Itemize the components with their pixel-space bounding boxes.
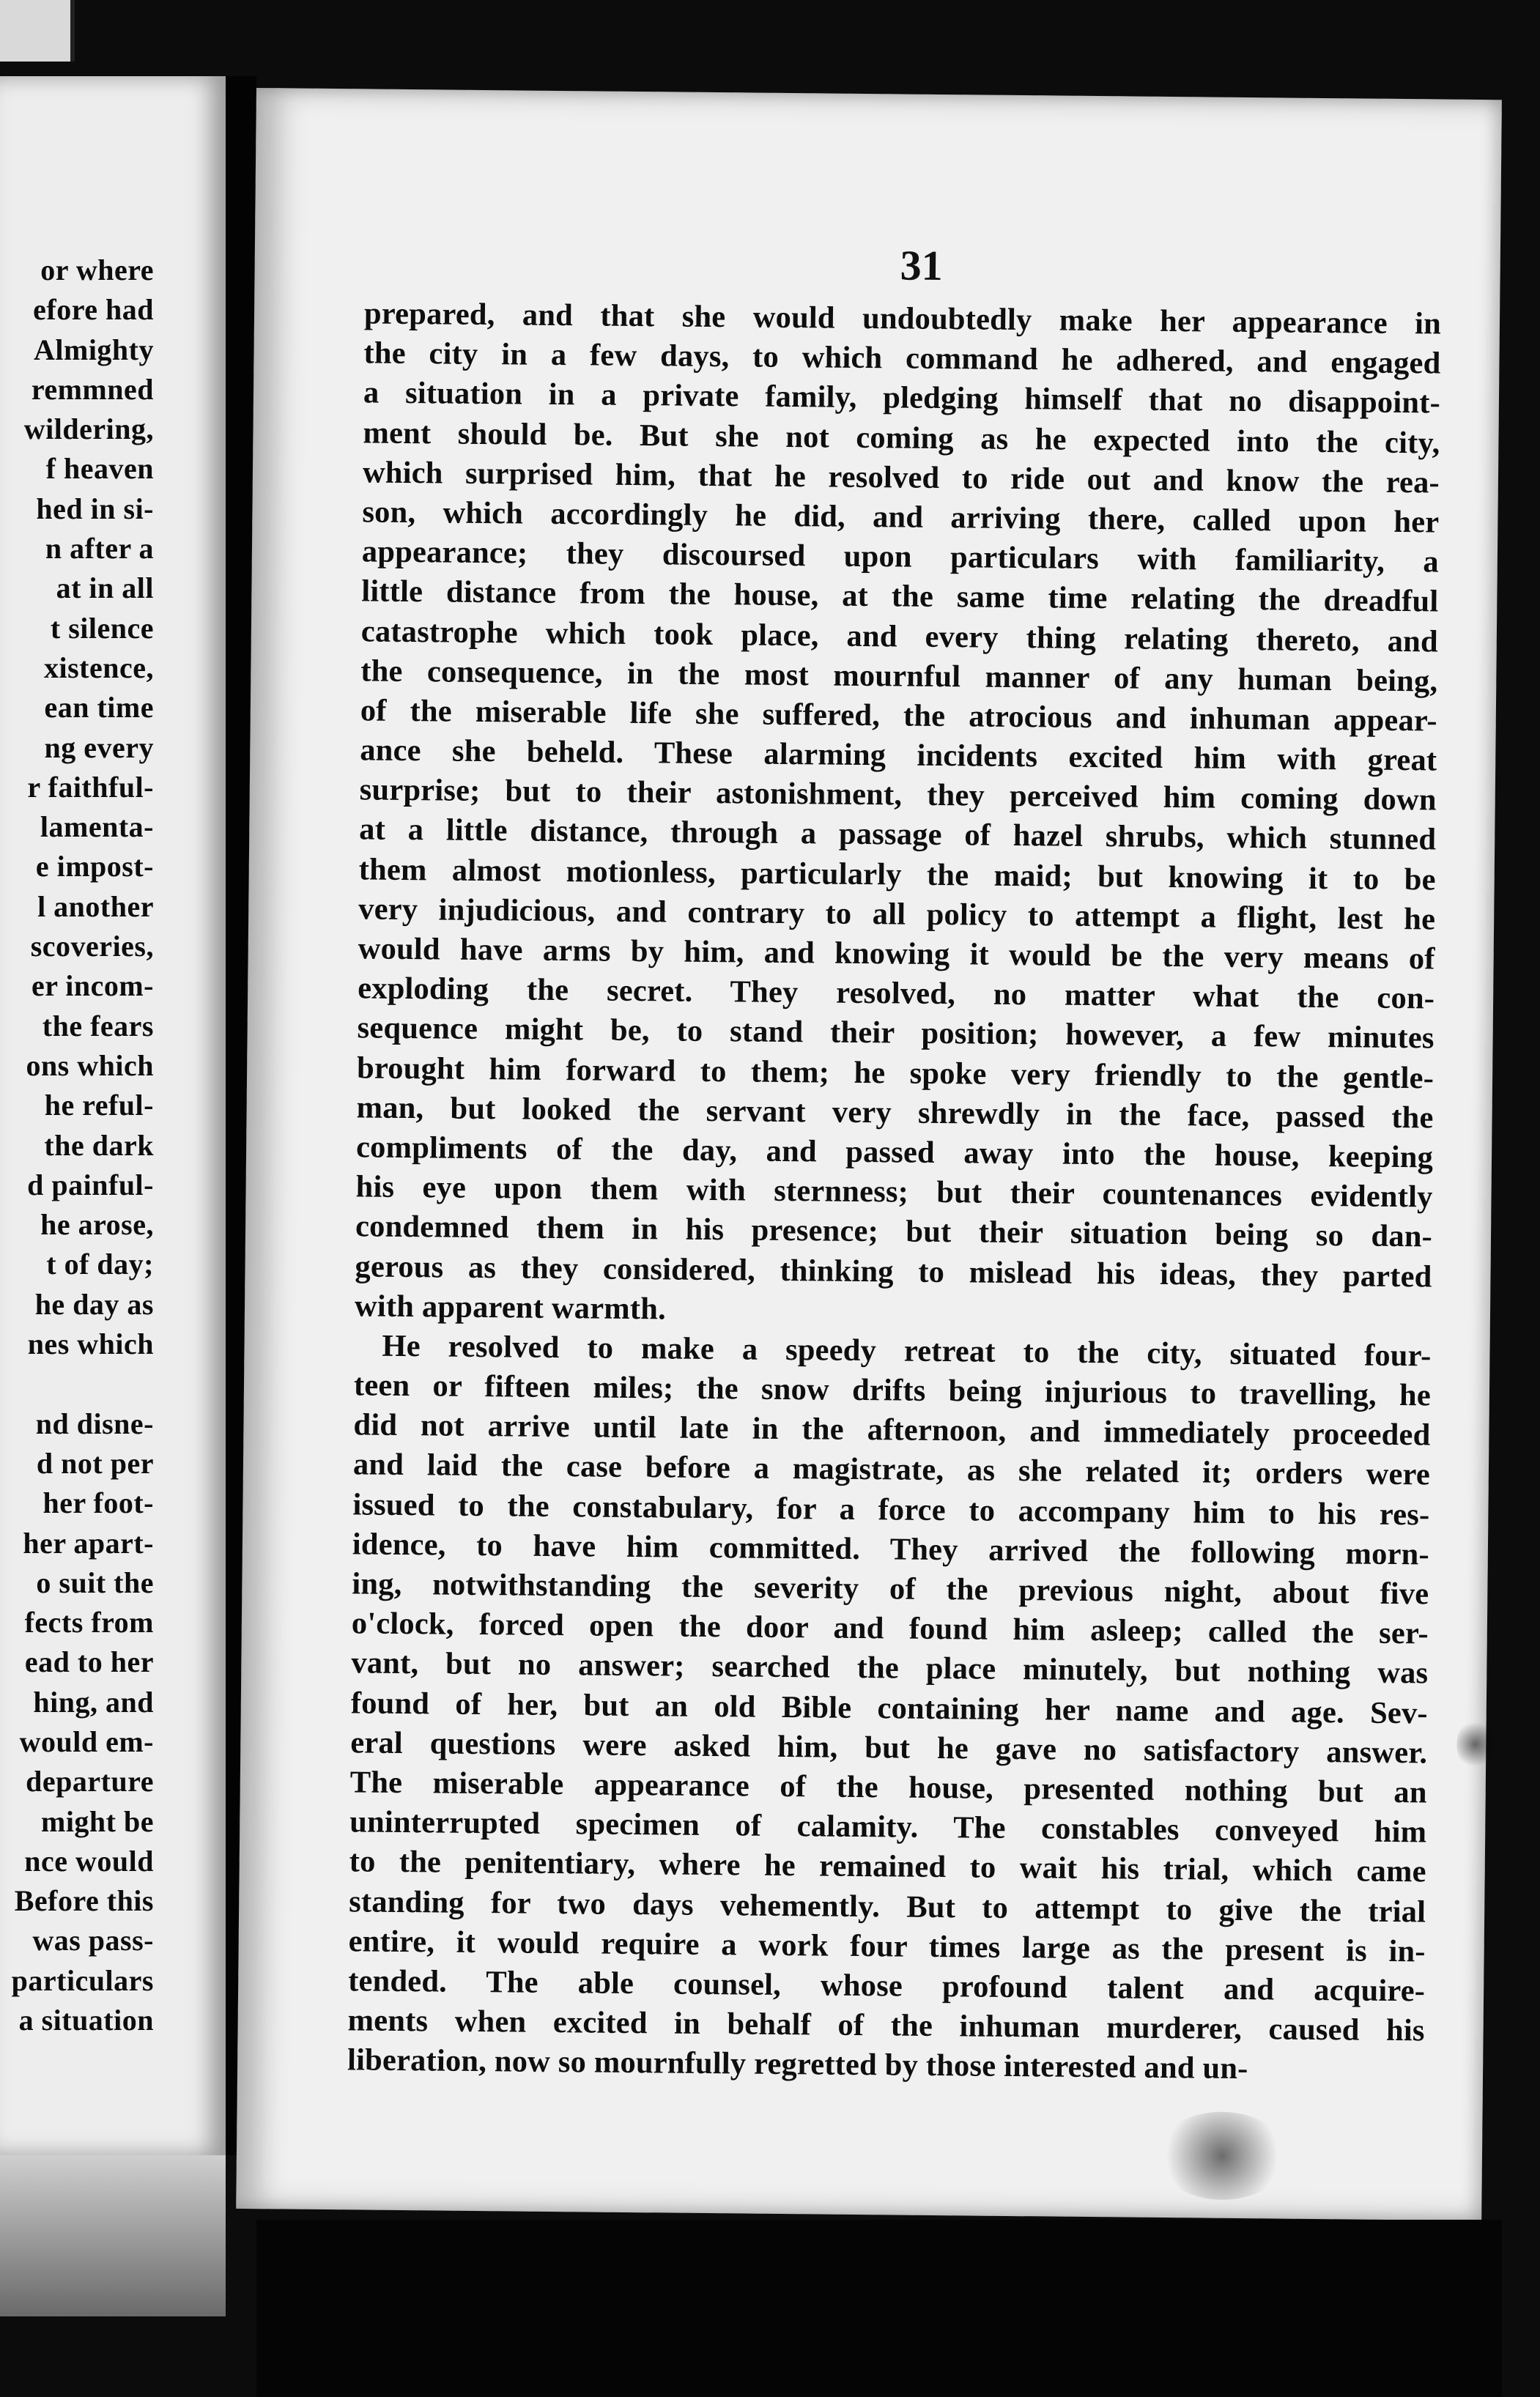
left-page-fragment: he arose, [40,1208,154,1242]
left-page-text-fragments [0,251,154,2040]
text-line: ance she beheld. These alarming incidents excited him with great [360,733,1437,778]
text-line: compliments of the day, and passed away into the house, keeping [355,1130,1434,1175]
left-page-bottom-edge [0,2155,226,2316]
left-page-fragment: the fears [42,1009,154,1042]
scan-bottom-margin [256,2220,1502,2397]
left-page-fragment: ng every [44,730,154,764]
text-line: at a little distance, through a passage of hazel shrubs, which stunned [359,812,1437,857]
ink-smudge [1155,2111,1288,2201]
left-page-fragment: hing, and [33,1685,154,1719]
left-page-fragment: Before this [14,1884,154,1918]
right-page [236,88,1502,2220]
left-page-fragment: l another [37,889,154,923]
left-page-fragment: nce would [24,1844,154,1878]
text-line: brought him forward to them; he spoke very friendly to the gentle- [356,1050,1435,1096]
left-page-fragment [0,1364,154,1404]
left-page-fragment: scoveries, [30,930,154,963]
text-line: idence, to have him committed. They arrived the following morn- [352,1527,1430,1572]
left-page-fragment: e impost- [35,850,154,883]
text-line: ments when excited in behalf of the inhuman murderer, caused his [347,2003,1425,2048]
left-page-fragment: o suit the [36,1566,154,1599]
left-page-fragment: particulars [11,1963,154,1997]
text-line: them almost motionless, particularly the maid; but knowing it to be [358,852,1436,897]
left-page-fragment: at in all [56,571,154,605]
left-page-fragment: nes which [27,1327,154,1361]
left-page-fragment: efore had [33,293,154,327]
text-line: surprise; but to their astonishment, they perceived him coming down [359,772,1437,818]
text-line: entire, it would require a work four times large as the present is in- [348,1924,1426,1969]
text-line: ment should be. But she not coming as he expected into the city, [363,415,1440,461]
text-line: found of her, but an old Bible containing her name and age. Sev- [350,1685,1429,1731]
text-line: teen or fifteen miles; the snow drifts being injurious to travelling, he [353,1368,1432,1413]
text-line: which surprised him, that he resolved to ride out and know the rea- [362,455,1440,500]
text-line: liberation, now so mournfully regretted by those interested and un- [347,2042,1248,2086]
text-line: eral questions were asked him, but he gave no satisfactory answer. [350,1725,1428,1771]
left-page-fragment: her foot- [42,1486,154,1520]
text-line: catastrophe which took place, and every thing relating thereto, and [360,613,1439,659]
text-line: prepared, and that she would undoubtedly make her appearance in [363,296,1442,341]
left-page-fragment: ons which [26,1048,154,1082]
ink-smudge [1456,1719,1494,1770]
text-line: of the miserable life she suffered, the atrocious and inhuman appear- [360,693,1438,738]
left-facing-page [0,76,226,2155]
left-page-fragment: ean time [44,691,154,725]
left-page-fragment: hed in si- [36,492,154,525]
text-line: gerous as they considered, thinking to mislead his ideas, they parted [355,1248,1432,1294]
text-line: did not arrive until late in the afternoon, and immediately proceeded [353,1407,1431,1453]
body-text [347,294,1441,2090]
text-line: issued to the constabulary, for a force to accompany him to his res- [352,1486,1430,1533]
left-page-fragment: departure [26,1765,154,1798]
text-line: his eye upon them with sternness; but their countenances evidently [355,1169,1433,1215]
left-page-fragment: a situation [18,2004,154,2037]
left-page-fragment: r faithful- [27,770,154,804]
text-line: the consequence, in the most mournful manner of any human being, [360,653,1438,699]
left-page-fragment: might be [41,1804,154,1838]
left-page-fragment: he day as [34,1287,154,1321]
page-number: 31 [900,241,944,290]
left-page-fragment: was pass- [32,1924,154,1957]
text-line: and laid the case before a magistrate, as she related it; orders were [352,1447,1431,1492]
text-line: exploding the secret. They resolved, no matter what the con- [357,971,1435,1016]
left-page-fragment: f heaven [45,452,154,486]
left-page-fragment: d not per [36,1446,154,1480]
text-line: ing, notwithstanding the severity of the previous night, about five [352,1566,1429,1612]
left-page-fragment: or where [40,253,154,286]
text-line: with apparent warmth. [354,1289,667,1327]
text-line: standing for two days vehemently. But to attempt to give the trial [349,1883,1426,1929]
text-line: tended. The able counsel, whose profound talent and acquire- [347,1963,1426,2009]
text-line: to the penitentiary, where he remained to wait his trial, which came [349,1844,1426,1889]
text-line: vant, but no answer; searched the place minutely, but nothing was [351,1645,1429,1691]
text-line: very injudicious, and contrary to all policy to attempt a flight, lest he [358,892,1436,937]
text-line: son, which accordingly he did, and arriving there, called upon her [362,494,1440,540]
left-page-fragment: t of day; [46,1248,154,1281]
left-page-fragment: ead to her [24,1645,154,1679]
text-line: The miserable appearance of the house, presented nothing but an [349,1765,1427,1810]
left-page-fragment: fects from [24,1606,154,1640]
left-page-fragment: Almighty [34,333,154,366]
left-page-fragment: n after a [45,532,154,566]
text-line: sequence might be, to stand their position; however, a few minutes [357,1010,1435,1056]
text-line: uninterrupted specimen of calamity. The constables conveyed him [349,1804,1427,1850]
left-page-fragment: nd disne- [35,1407,154,1440]
page-corner-scrap [0,0,75,62]
text-line: He resolved to make a speedy retreat to the city, situated four- [382,1328,1432,1374]
left-page-fragment: remmned [31,372,154,406]
text-line: little distance from the house, at the same time relating the dreadful [361,574,1439,619]
text-line: condemned them in his presence; but their situation being so dan- [355,1209,1433,1254]
left-page-fragment: d painful- [27,1168,154,1201]
text-line: the city in a few days, to which command he adhered, and engaged [363,336,1441,381]
text-line: man, but looked the servant very shrewdly in the face, passed the [356,1090,1434,1135]
text-line: a situation in a private family, pledging himself that no disappoint- [363,375,1441,421]
left-page-fragment: the dark [44,1128,154,1162]
left-page-fragment: er incom- [31,969,154,1003]
text-line: appearance; they discoursed upon particulars with familiarity, a [361,534,1440,579]
text-line: would have arms by him, and knowing it would be the very means of [358,931,1435,977]
left-page-fragment: her apart- [23,1526,154,1560]
left-page-fragment: lamenta- [40,810,154,844]
left-page-fragment: xistence, [43,651,154,684]
left-page-fragment: would em- [19,1724,154,1758]
left-page-fragment: t silence [50,611,154,645]
left-page-fragment: he reful- [44,1089,154,1122]
left-page-fragment: wildering, [23,412,154,446]
text-line: o'clock, forced open the door and found him asleep; called the ser- [351,1606,1429,1651]
